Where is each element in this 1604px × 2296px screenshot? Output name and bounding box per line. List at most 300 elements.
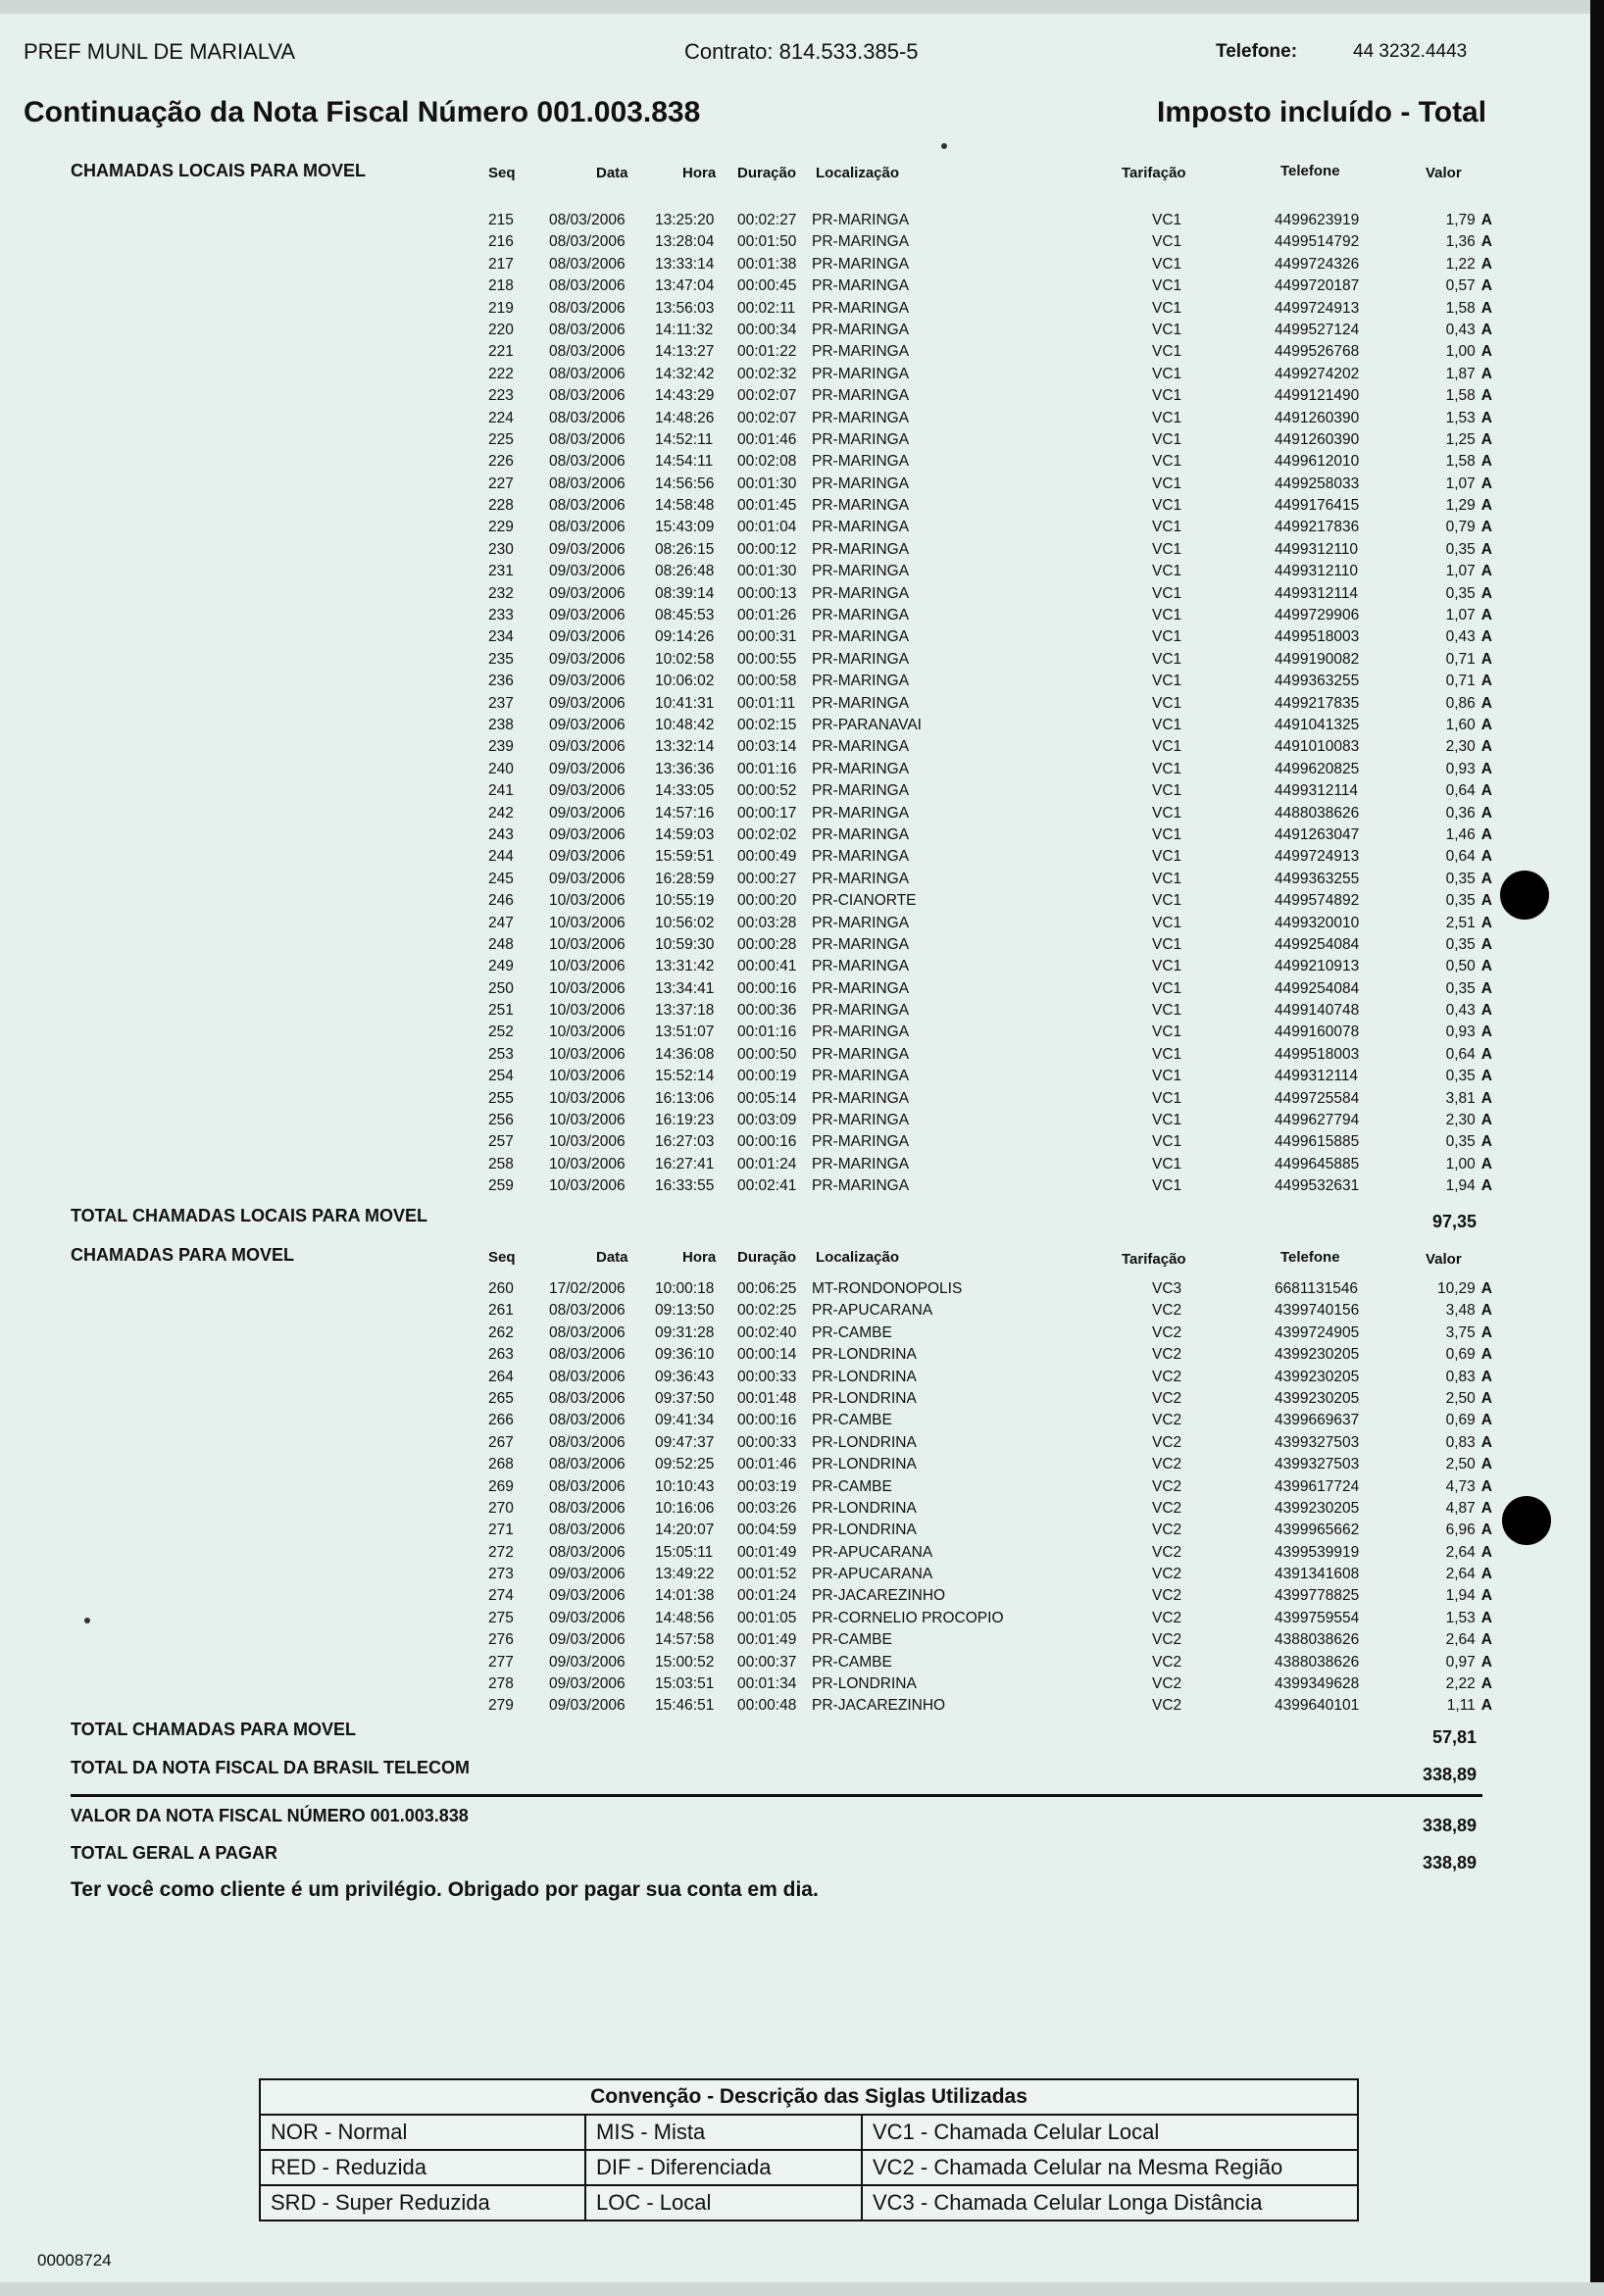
row-date: 10/03/2006 [549,1112,626,1129]
table-row [0,915,1604,936]
row-seq: 239 [488,738,514,756]
row-tariff: VC2 [1152,1477,1182,1495]
row-phone: 4499615885 [1275,1133,1360,1151]
row-amount: 1,46 [1445,825,1476,843]
row-value [1402,628,1492,646]
row-value [1402,300,1492,318]
row-date: 09/03/2006 [549,1609,626,1626]
row-flag: A [1480,540,1492,558]
row-value [1402,1390,1492,1408]
row-phone: 4499720187 [1275,277,1360,295]
col-date: Data [596,165,628,181]
row-duration: 00:01:34 [737,1675,797,1693]
row-amount: 2,30 [1445,738,1476,756]
row-seq: 242 [488,804,514,822]
row-duration: 00:01:52 [737,1566,797,1583]
col-value: Valor [1426,165,1462,181]
row-flag: A [1480,979,1492,997]
row-flag: A [1480,1675,1492,1693]
row-seq: 223 [488,387,514,405]
row-date: 09/03/2006 [549,716,626,733]
nf-value: 338,89 [1422,1816,1477,1835]
row-duration: 00:00:50 [737,1045,797,1063]
row-seq: 236 [488,673,514,690]
row-seq: 227 [488,474,514,492]
row-amount: 0,50 [1445,958,1476,975]
row-flag: A [1480,1587,1492,1605]
row-time: 16:33:55 [655,1177,715,1195]
row-location: PR-JACAREZINHO [812,1587,946,1605]
row-amount: 1,94 [1445,1177,1476,1195]
table-row [0,958,1604,979]
row-amount: 0,35 [1445,1133,1476,1151]
table-row [0,761,1604,782]
row-time: 13:25:20 [655,212,715,228]
row-duration: 00:00:45 [737,277,797,295]
row-duration: 00:01:05 [737,1609,797,1626]
row-location: PR-CAMBE [812,1477,892,1495]
row-time: 14:43:29 [655,387,715,405]
row-time: 09:47:37 [655,1433,715,1451]
row-seq: 231 [488,563,514,580]
row-duration: 00:00:27 [737,870,797,887]
row-duration: 00:00:17 [737,804,797,822]
row-amount: 4,73 [1445,1477,1476,1495]
table-row [0,541,1604,563]
row-phone: 4499312114 [1275,584,1359,602]
row-tariff: VC2 [1152,1433,1182,1451]
row-value [1402,1610,1492,1627]
row-date: 10/03/2006 [549,1155,626,1173]
row-value [1402,958,1492,975]
scan-border-bottom [0,2282,1604,2296]
row-flag: A [1480,914,1492,931]
row-amount: 0,57 [1445,277,1476,295]
row-value [1402,892,1492,910]
row-tariff: VC2 [1152,1543,1182,1561]
row-value [1402,936,1492,954]
row-duration: 00:03:14 [737,738,797,756]
row-location: MT-RONDONOPOLIS [812,1280,963,1297]
row-date: 09/03/2006 [549,584,626,602]
col-date-2: Data [596,1249,628,1266]
row-location: PR-MARINGA [812,387,910,405]
row-duration: 00:00:52 [737,782,797,800]
row-tariff: VC2 [1152,1412,1182,1429]
table-row [0,1631,1604,1653]
row-duration: 00:01:46 [737,1456,797,1473]
row-time: 14:57:16 [655,804,715,822]
row-time: 13:33:14 [655,255,715,273]
row-flag: A [1480,1389,1492,1407]
row-phone: 4499160078 [1275,1023,1360,1041]
row-phone: 4499532631 [1275,1177,1360,1195]
row-seq: 245 [488,870,514,887]
row-seq: 222 [488,365,514,382]
row-time: 14:32:42 [655,365,715,382]
row-value [1402,431,1492,449]
contract-number: Contrato: 814.533.385-5 [684,39,919,64]
row-flag: A [1480,1023,1492,1041]
row-flag: A [1480,255,1492,273]
row-tariff: VC1 [1152,716,1182,733]
row-date: 08/03/2006 [549,1302,626,1320]
row-location: PR-CAMBE [812,1653,892,1671]
row-date: 09/03/2006 [549,782,626,800]
row-seq: 217 [488,255,514,273]
row-amount: 0,35 [1445,892,1476,910]
row-amount: 1,79 [1445,212,1476,228]
row-date: 08/03/2006 [549,474,626,492]
row-duration: 00:01:30 [737,563,797,580]
table-row [0,826,1604,848]
row-time: 16:27:41 [655,1155,715,1173]
row-tariff: VC1 [1152,1155,1182,1173]
row-duration: 00:02:07 [737,409,797,426]
row-phone: 4399539919 [1275,1543,1360,1561]
row-amount: 2,22 [1445,1675,1476,1693]
row-tariff: VC1 [1152,935,1182,953]
row-flag: A [1480,277,1492,295]
row-seq: 230 [488,540,514,558]
tax-note: Imposto incluído - Total [1157,96,1487,128]
legend-cell: VC1 - Chamada Celular Local [862,2115,1358,2150]
row-seq: 243 [488,825,514,843]
row-phone: 4399327503 [1275,1433,1360,1451]
table-row [0,519,1604,540]
row-phone: 4499574892 [1275,892,1360,910]
row-location: PR-MARINGA [812,782,910,800]
row-time: 13:32:14 [655,738,715,756]
table-row [0,256,1604,277]
row-amount: 6,96 [1445,1522,1476,1539]
row-time: 13:31:42 [655,958,715,975]
row-date: 10/03/2006 [549,1133,626,1151]
row-value [1402,761,1492,778]
row-time: 15:46:51 [655,1697,715,1715]
row-tariff: VC1 [1152,519,1182,536]
row-flag: A [1480,804,1492,822]
row-duration: 00:00:16 [737,1133,797,1151]
table-row [0,1046,1604,1068]
table-row [0,673,1604,694]
row-duration: 00:02:41 [737,1177,797,1195]
row-duration: 00:00:13 [737,584,797,602]
row-duration: 00:05:14 [737,1089,797,1107]
row-value [1402,1280,1492,1298]
row-location: PR-CAMBE [812,1323,892,1341]
row-tariff: VC1 [1152,958,1182,975]
row-flag: A [1480,299,1492,317]
row-amount: 0,36 [1445,804,1476,822]
row-time: 10:41:31 [655,694,715,712]
row-location: PR-MARINGA [812,343,910,361]
row-phone: 4499724913 [1275,299,1360,317]
legend-title: Convenção - Descrição das Siglas Utilizadas [260,2079,1358,2115]
phone-number: 44 3232.4443 [1353,41,1468,62]
row-seq: 264 [488,1368,514,1385]
row-seq: 260 [488,1280,514,1297]
row-phone: 4499254084 [1275,979,1360,997]
col-duration: Duração [737,165,797,181]
row-duration: 00:00:14 [737,1346,797,1364]
row-flag: A [1480,1631,1492,1649]
row-tariff: VC1 [1152,453,1182,471]
row-value [1402,871,1492,888]
row-value [1402,1412,1492,1429]
row-value [1402,366,1492,383]
row-value [1402,782,1492,800]
row-seq: 271 [488,1522,514,1539]
row-duration: 00:03:09 [737,1112,797,1129]
section-mobile-title: CHAMADAS PARA MOVEL [71,1245,294,1265]
row-duration: 00:06:25 [737,1280,797,1297]
row-flag: A [1480,1002,1492,1020]
row-amount: 1,36 [1445,233,1476,251]
row-flag: A [1480,1499,1492,1517]
row-seq: 224 [488,409,514,426]
row-location: PR-MARINGA [812,825,910,843]
row-duration: 00:00:34 [737,321,797,338]
row-amount: 10,29 [1437,1280,1476,1297]
row-date: 08/03/2006 [549,1543,626,1561]
row-amount: 0,93 [1445,760,1476,777]
row-tariff: VC1 [1152,321,1182,338]
row-flag: A [1480,1112,1492,1129]
row-time: 09:36:43 [655,1368,715,1385]
table-row [0,453,1604,474]
row-tariff: VC2 [1152,1323,1182,1341]
row-tariff: VC1 [1152,497,1182,515]
row-tariff: VC1 [1152,1023,1182,1041]
row-phone: 4488038626 [1275,804,1360,822]
general-total-label: TOTAL GERAL A PAGAR [71,1843,278,1863]
row-location: PR-CIANORTE [812,892,917,910]
row-amount: 0,43 [1445,628,1476,646]
row-amount: 1,94 [1445,1587,1476,1605]
row-location: PR-MARINGA [812,1133,910,1151]
row-value [1402,1654,1492,1672]
row-date: 10/03/2006 [549,935,626,953]
row-tariff: VC2 [1152,1609,1182,1626]
row-phone: 4499312114 [1275,782,1359,800]
row-date: 08/03/2006 [549,1433,626,1451]
row-flag: A [1480,738,1492,756]
row-duration: 00:01:45 [737,497,797,515]
row-seq: 248 [488,935,514,953]
table-row [0,1068,1604,1089]
row-date: 08/03/2006 [549,277,626,295]
table-row [0,1002,1604,1023]
row-duration: 00:02:32 [737,365,797,382]
row-seq: 269 [488,1477,514,1495]
table-row [0,1133,1604,1155]
row-seq: 220 [488,321,514,338]
row-duration: 00:02:07 [737,387,797,405]
row-time: 16:13:06 [655,1089,715,1107]
row-amount: 0,86 [1445,694,1476,712]
row-duration: 00:03:28 [737,914,797,931]
row-date: 10/03/2006 [549,1089,626,1107]
row-seq: 274 [488,1587,514,1605]
row-seq: 259 [488,1177,514,1195]
row-value [1402,1068,1492,1085]
local-total-value: 97,35 [1431,1212,1477,1231]
row-phone: 4499526768 [1275,343,1360,361]
row-phone: 4499363255 [1275,673,1360,690]
row-seq: 270 [488,1499,514,1517]
row-phone: 4499518003 [1275,628,1360,646]
row-phone: 4399740156 [1275,1302,1360,1320]
row-phone: 4499258033 [1275,474,1360,492]
row-phone: 4499217835 [1275,694,1360,712]
row-tariff: VC1 [1152,233,1182,251]
legend-cell: SRD - Super Reduzida [260,2185,585,2221]
row-tariff: VC1 [1152,584,1182,602]
row-date: 08/03/2006 [549,1346,626,1364]
row-value [1402,541,1492,559]
row-phone: 4499312110 [1275,540,1359,558]
row-time: 09:36:10 [655,1346,715,1364]
row-location: PR-MARINGA [812,804,910,822]
row-location: PR-LONDRINA [812,1675,917,1693]
row-time: 08:45:53 [655,607,715,624]
row-flag: A [1480,673,1492,690]
row-seq: 232 [488,584,514,602]
row-time: 13:56:03 [655,299,715,317]
row-date: 08/03/2006 [549,299,626,317]
row-duration: 00:01:49 [737,1543,797,1561]
legend-cell: NOR - Normal [260,2115,585,2150]
row-location: PR-CAMBE [812,1412,892,1429]
row-time: 14:56:56 [655,474,715,492]
row-time: 09:31:28 [655,1323,715,1341]
table-row [0,277,1604,299]
row-tariff: VC1 [1152,409,1182,426]
table-row [0,695,1604,717]
row-time: 10:48:42 [655,716,715,733]
table-row [0,871,1604,892]
row-phone: 4499176415 [1275,497,1360,515]
row-location: PR-MARINGA [812,1155,910,1173]
row-phone: 4391341608 [1275,1566,1360,1583]
row-phone: 4499274202 [1275,365,1360,382]
row-seq: 257 [488,1133,514,1151]
row-date: 09/03/2006 [549,760,626,777]
row-duration: 00:00:36 [737,1002,797,1020]
row-location: PR-MARINGA [812,914,910,931]
table-row [0,1177,1604,1199]
brasil-telecom-total-label: TOTAL DA NOTA FISCAL DA BRASIL TELECOM [71,1758,470,1777]
row-seq: 252 [488,1023,514,1041]
row-phone: 4499645885 [1275,1155,1360,1173]
row-location: PR-MARINGA [812,255,910,273]
row-flag: A [1480,1543,1492,1561]
row-phone: 4388038626 [1275,1631,1360,1649]
row-value [1402,915,1492,932]
row-time: 10:06:02 [655,673,715,690]
row-flag: A [1480,519,1492,536]
row-location: PR-MARINGA [812,563,910,580]
row-tariff: VC1 [1152,1002,1182,1020]
row-phone: 4499527124 [1275,321,1360,338]
row-time: 15:03:51 [655,1675,715,1693]
row-duration: 00:01:26 [737,607,797,624]
row-flag: A [1480,584,1492,602]
row-time: 14:59:03 [655,825,715,843]
table-row [0,1412,1604,1433]
row-tariff: VC1 [1152,212,1182,228]
row-tariff: VC1 [1152,1112,1182,1129]
row-phone: 4499121490 [1275,387,1360,405]
row-duration: 00:03:19 [737,1477,797,1495]
row-seq: 229 [488,519,514,536]
row-time: 13:36:36 [655,760,715,777]
row-date: 10/03/2006 [549,1023,626,1041]
row-date: 10/03/2006 [549,914,626,931]
row-location: PR-PARANAVAI [812,716,922,733]
row-time: 13:51:07 [655,1023,715,1041]
table-row [0,1566,1604,1587]
row-phone: 4399640101 [1275,1697,1360,1715]
row-date: 09/03/2006 [549,1653,626,1671]
row-location: PR-MARINGA [812,1045,910,1063]
row-phone: 4499627794 [1275,1112,1360,1129]
row-amount: 0,64 [1445,848,1476,866]
row-duration: 00:01:30 [737,474,797,492]
brasil-telecom-total-value: 338,89 [1422,1765,1477,1784]
row-amount: 2,64 [1445,1631,1476,1649]
row-date: 09/03/2006 [549,825,626,843]
table-row [0,936,1604,958]
row-flag: A [1480,1323,1492,1341]
row-tariff: VC3 [1152,1280,1182,1297]
row-location: PR-MARINGA [812,430,910,448]
row-phone: 4499217836 [1275,519,1360,536]
table-row [0,607,1604,628]
row-duration: 00:00:16 [737,1412,797,1429]
row-phone: 4399230205 [1275,1389,1360,1407]
row-time: 10:16:06 [655,1499,715,1517]
row-duration: 00:02:15 [737,716,797,733]
row-flag: A [1480,607,1492,624]
row-time: 15:05:11 [655,1543,714,1561]
row-tariff: VC1 [1152,825,1182,843]
row-location: PR-MARINGA [812,1177,910,1195]
row-tariff: VC2 [1152,1346,1182,1364]
table-row [0,628,1604,650]
local-calls-table [0,212,1604,1200]
table-row [0,1090,1604,1112]
row-duration: 00:00:33 [737,1368,797,1385]
row-value [1402,1675,1492,1693]
row-phone: 4399230205 [1275,1346,1360,1364]
row-amount: 1,00 [1445,1155,1476,1173]
row-date: 10/03/2006 [549,1068,626,1085]
row-location: PR-MARINGA [812,497,910,515]
row-flag: A [1480,563,1492,580]
row-time: 13:49:22 [655,1566,715,1583]
row-flag: A [1480,694,1492,712]
row-location: PR-MARINGA [812,738,910,756]
row-date: 08/03/2006 [549,453,626,471]
row-phone: 4491260390 [1275,409,1360,426]
row-location: PR-MARINGA [812,607,910,624]
row-seq: 273 [488,1566,514,1583]
row-tariff: VC1 [1152,914,1182,931]
table-row [0,322,1604,343]
row-flag: A [1480,430,1492,448]
